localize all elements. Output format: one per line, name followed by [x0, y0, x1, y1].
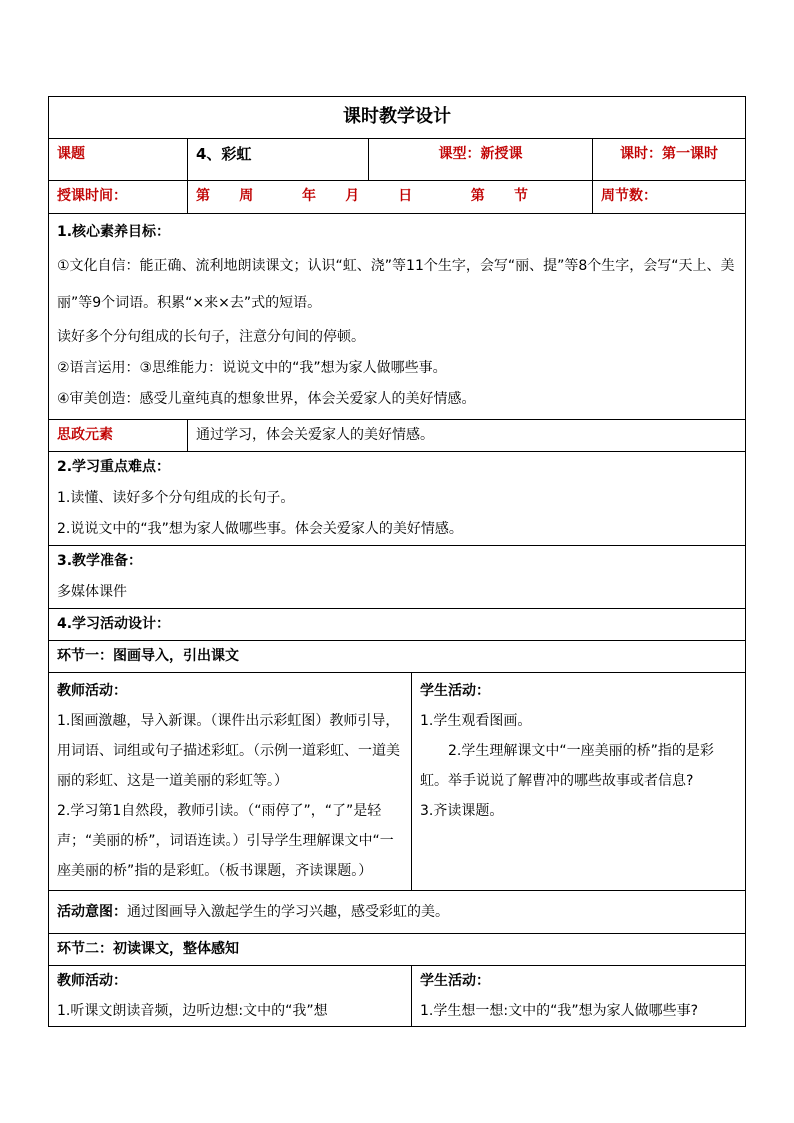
- goal-line: ②语言运用：③思维能力：说说文中的“我”想为家人做哪些事。: [57, 360, 447, 376]
- time-label: 授课时间：: [49, 181, 188, 214]
- stage2-teacher: [49, 966, 412, 1027]
- student-heading: 学生活动：: [420, 683, 490, 699]
- ideology-value: 通过学习，体会关爱家人的美好情感。: [188, 420, 746, 452]
- prep-value: 多媒体课件: [57, 584, 127, 600]
- student-activity: 1.学生观看图画。: [420, 713, 532, 729]
- stage1-intent: [49, 891, 746, 934]
- design-heading: 4.学习活动设计：: [49, 609, 746, 641]
- student-activity: 1.学生想一想:文中的“我”想为家人做哪些事?: [420, 1003, 699, 1019]
- stage2-student: [412, 966, 746, 1027]
- teacher-heading: 教师活动：: [57, 973, 127, 989]
- stage1-teacher: [49, 673, 412, 891]
- key-points-heading: 2.学习重点难点：: [57, 459, 171, 475]
- lesson-plan-table: [48, 96, 746, 1027]
- stage1-student: [412, 673, 746, 891]
- goal-line: ①文化自信：能正确、流利地朗读课文；认识“虹、浇”等11个生字，会写“丽、提”等8个生字，会写“天上、美丽”等9个词语。积累“×来×去”式的短语。: [57, 258, 735, 311]
- teacher-activity: 1.听课文朗读音频，边听边想:文中的“我”想: [57, 1003, 328, 1019]
- student-activity: 2.学生理解课文中“一座美丽的桥”指的是彩虹。举手说说了解曹冲的哪些故事或者信息?: [420, 743, 714, 789]
- stage2-title: 环节二：初读课文，整体感知: [49, 934, 746, 966]
- week-sections: 周节数：: [593, 181, 746, 214]
- prep-heading: 3.教学准备：: [57, 553, 143, 569]
- lesson-hours: 课时：第一课时: [593, 139, 746, 181]
- goals-section: [49, 214, 746, 420]
- intent-label: 活动意图：: [57, 904, 127, 920]
- key-points-section: [49, 452, 746, 546]
- goal-line: ④审美创造：感受儿童纯真的想象世界，体会关爱家人的美好情感。: [57, 391, 476, 407]
- prep-section: [49, 546, 746, 609]
- intent-text: 通过图画导入激起学生的学习兴趣，感受彩虹的美。: [127, 904, 449, 920]
- teacher-activity: 2.学习第1自然段，教师引读。（“雨停了”，“了”是轻声；“美丽的桥”，词语连读。）引导学生理解课文中“一座美丽的桥”指的是彩虹。（板书课题，齐读课题。）: [57, 803, 394, 879]
- goals-heading: 1.核心素养目标：: [57, 224, 171, 240]
- topic-value: 4、彩虹: [188, 139, 369, 181]
- page-title: 课时教学设计: [49, 97, 746, 139]
- ideology-label: 思政元素: [49, 420, 188, 452]
- student-heading: 学生活动：: [420, 973, 490, 989]
- topic-label: 课题: [49, 139, 188, 181]
- key-point: 2.说说文中的“我”想为家人做哪些事。体会关爱家人的美好情感。: [57, 521, 463, 537]
- student-activity: 3.齐读课题。: [420, 803, 504, 819]
- teacher-activity: 1.图画激趣，导入新课。（课件出示彩虹图）教师引导，用词语、词组或句子描述彩虹。（示例一道彩虹、一道美丽的彩虹、这是一道美丽的彩虹等。）: [57, 713, 400, 789]
- goal-line: 读好多个分句组成的长句子，注意分句间的停顿。: [57, 329, 365, 345]
- key-point: 1.读懂、读好多个分句组成的长句子。: [57, 490, 295, 506]
- lesson-plan: [48, 96, 745, 1027]
- teacher-heading: 教师活动：: [57, 683, 127, 699]
- time-fields: 第 周 年 月 日 第 节: [188, 181, 593, 214]
- lesson-type: 课型：新授课: [369, 139, 593, 181]
- stage1-title: 环节一：图画导入，引出课文: [49, 641, 746, 673]
